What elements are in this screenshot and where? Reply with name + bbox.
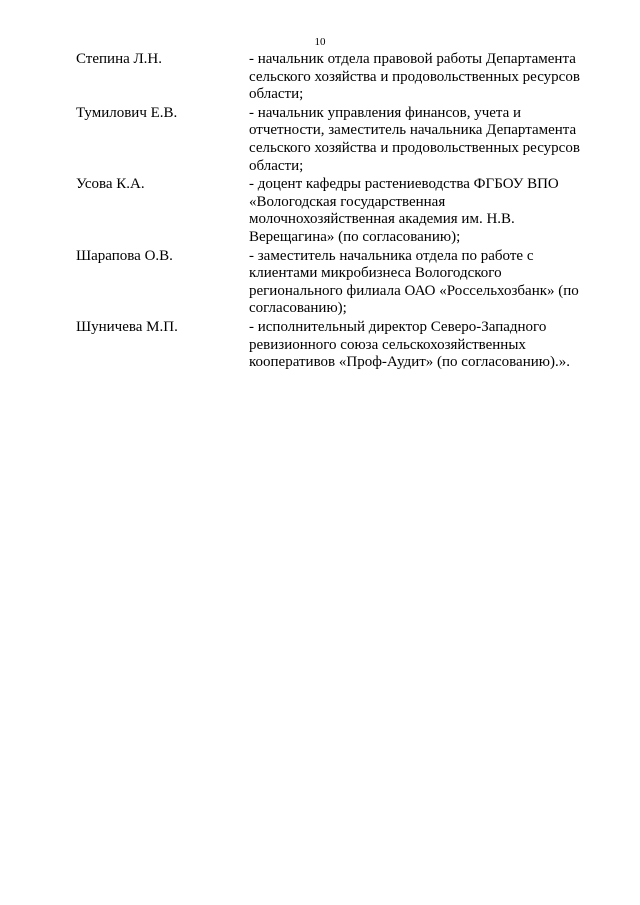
- member-name: Тумилович Е.В.: [76, 104, 178, 121]
- page-number: 10: [314, 36, 326, 48]
- role-line: - исполнительный директор Северо-Западного: [249, 318, 547, 335]
- role-line: согласованию);: [249, 300, 347, 317]
- role-line: области;: [249, 157, 304, 174]
- member-list: [0, 51, 640, 373]
- role-line: - доцент кафедры растениеводства ФГБОУ ВПО: [249, 176, 559, 193]
- member-entry: [0, 319, 640, 372]
- member-role: [249, 319, 594, 372]
- role-line: молочнохозяйственная академия им. Н.В.: [249, 211, 515, 228]
- role-line: сельского хозяйства и продовольственных ресурсов: [249, 139, 580, 156]
- member-entry: [0, 248, 640, 318]
- role-line: - начальник отдела правовой работы Департамента: [249, 51, 576, 67]
- member-entry: [0, 105, 640, 175]
- member-name: Шарапова О.В.: [76, 247, 173, 264]
- member-name: Степина Л.Н.: [76, 51, 163, 67]
- member-entry: [0, 51, 640, 104]
- role-line: - начальник управления финансов, учета и: [249, 104, 522, 121]
- member-role: [249, 51, 594, 104]
- role-line: Верещагина» (по согласованию);: [249, 228, 461, 245]
- role-line: регионального филиала ОАО «Россельхозбанк» (по: [249, 282, 579, 299]
- member-role: [249, 105, 594, 175]
- member-name: Усова К.А.: [76, 176, 145, 193]
- role-line: клиентами микробизнеса Вологодского: [249, 265, 502, 282]
- member-role: [249, 176, 594, 246]
- role-line: - заместитель начальника отдела по работе с: [249, 247, 534, 264]
- role-line: сельского хозяйства и продовольственных ресурсов: [249, 68, 580, 85]
- member-entry: [0, 176, 640, 246]
- member-role: [249, 248, 594, 318]
- role-line: кооперативов «Проф-Аудит» (по согласованию).».: [249, 354, 570, 371]
- role-line: ревизионного союза сельскохозяйственных: [249, 336, 526, 353]
- role-line: отчетности, заместитель начальника Департамента: [249, 122, 577, 139]
- role-line: области;: [249, 86, 304, 103]
- member-name: Шуничева М.П.: [76, 318, 178, 335]
- role-line: «Вологодская государственная: [249, 193, 446, 210]
